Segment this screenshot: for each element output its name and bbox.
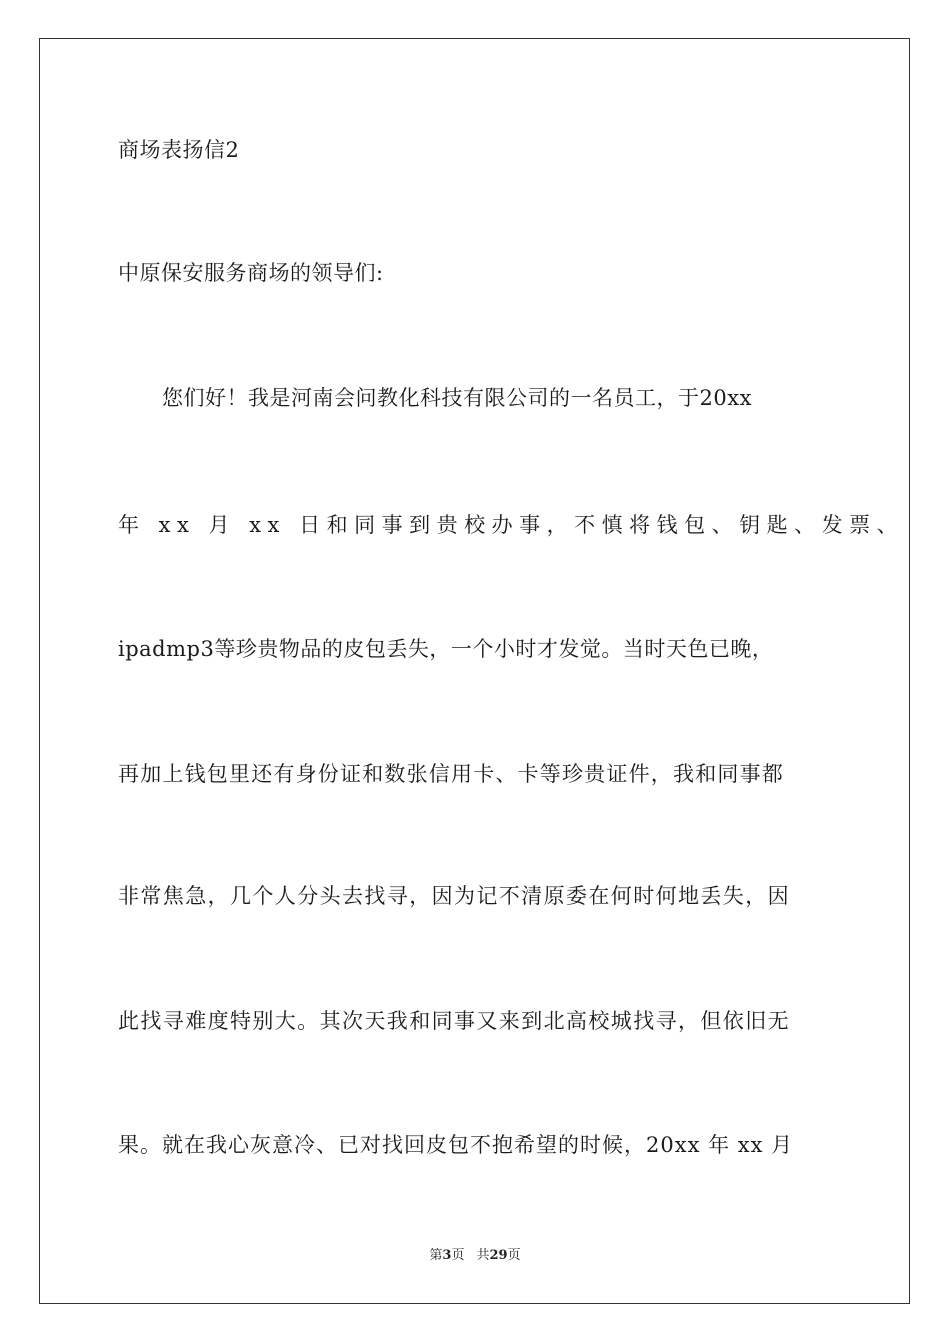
- body-line-2: 年 xx 月 xx 日和同事到贵校办事，不慎将钱包、钥匙、发票、: [118, 513, 905, 537]
- body-line-4: 再加上钱包里还有身份证和数张信用卡、卡等珍贵证件，我和同事都: [118, 762, 784, 786]
- body-line-5: 非常焦急，几个人分头去找寻，因为记不清原委在何时何地丢失，因: [118, 884, 790, 908]
- page-footer: [0, 1247, 950, 1265]
- total-prefix: 共: [476, 1248, 490, 1263]
- document-title: 商场表扬信2: [118, 138, 240, 162]
- salutation: 中原保安服务商场的领导们:: [118, 261, 384, 285]
- body-line-3: ipadmp3等珍贵物品的皮包丢失，一个小时才发觉。当时天色已晚，: [118, 637, 774, 661]
- body-line-1: 您们好！我是河南会问教化科技有限公司的一名员工，于20xx: [162, 386, 752, 410]
- page-prefix: 第: [429, 1248, 443, 1263]
- body-line-7: 果。就在我心灰意冷、已对找回皮包不抱希望的时候，20xx 年 xx 月: [118, 1133, 794, 1157]
- page-border: [39, 38, 910, 1304]
- total-page-count: 29: [489, 1248, 508, 1263]
- current-page-number: 3: [442, 1248, 452, 1263]
- page-suffix: 页: [451, 1248, 465, 1263]
- total-suffix: 页: [507, 1248, 521, 1263]
- body-line-6: 此找寻难度特别大。其次天我和同事又来到北高校城找寻，但依旧无: [118, 1009, 790, 1033]
